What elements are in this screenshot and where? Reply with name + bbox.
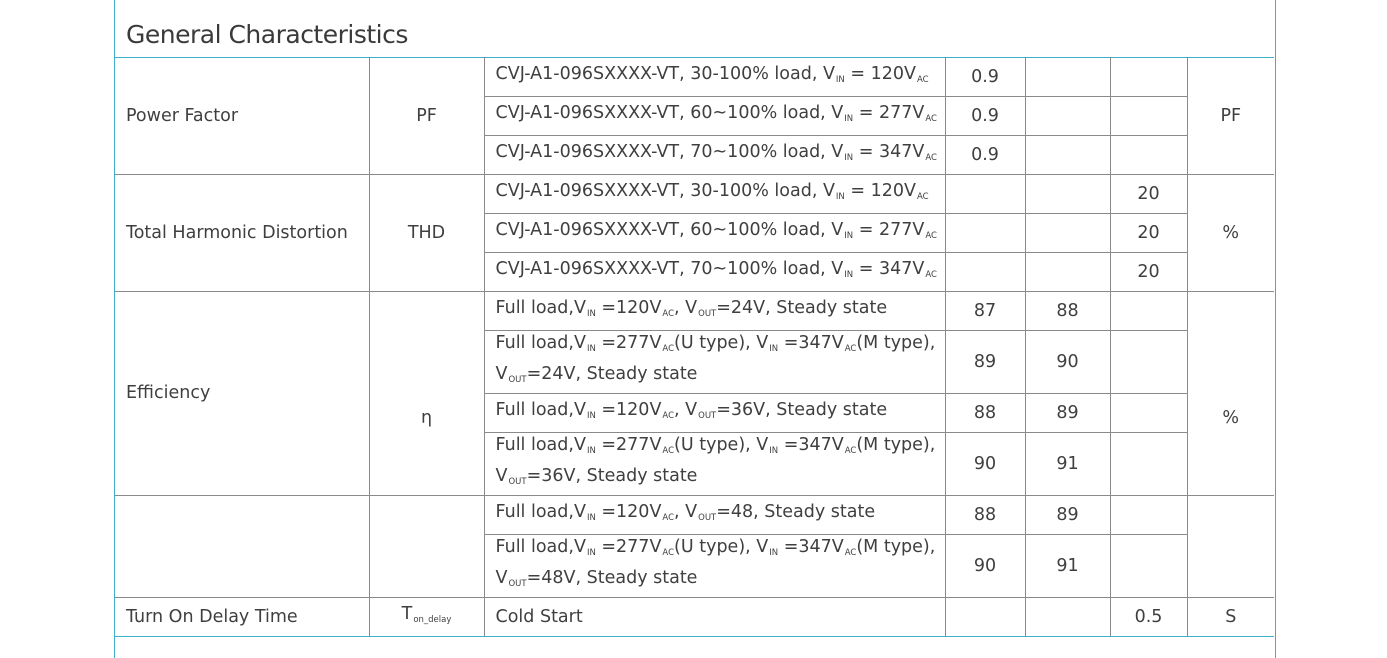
- min-cell: [945, 253, 1025, 292]
- symbol-cell-blank: [369, 496, 484, 598]
- symbol-cell: η: [369, 292, 484, 496]
- typ-cell: [1025, 598, 1110, 637]
- min-cell: 87: [945, 292, 1025, 331]
- unit-cell: S: [1187, 598, 1274, 637]
- unit-cell: %: [1187, 292, 1274, 496]
- typ-cell: 88: [1025, 292, 1110, 331]
- condition-cell: Full $load,V_{IN} =120V_{AC}$, $V_{OUT}=36V$, Steady state: [484, 394, 945, 433]
- typ-cell: 90: [1025, 331, 1110, 394]
- param-cell: Power Factor: [115, 58, 369, 175]
- unit-cell: %: [1187, 175, 1274, 292]
- condition-cell: Full $load,V_{IN} =120V_{AC}$, $V_{OUT}=24V$, Steady state: [484, 292, 945, 331]
- table-row: [115, 598, 1274, 637]
- condition-cell: CVJ-A1-096SXXXX-VT, 70~100% load, $V_{IN} = 347V_{AC}$: [484, 253, 945, 292]
- table-row: [115, 496, 1274, 535]
- condition-cell: CVJ-A1-096SXXXX-VT, 30-100% load, $V_{IN} = 120V_{AC}$: [484, 58, 945, 97]
- condition-cell: CVJ-A1-096SXXXX-VT, 70~100% load, $V_{IN} = 347V_{AC}$: [484, 136, 945, 175]
- max-cell: [1110, 331, 1187, 394]
- typ-cell: [1025, 58, 1110, 97]
- max-cell: 20: [1110, 253, 1187, 292]
- condition-cell: Full $load,V_{IN} =277V_{AC}(U$ type), $V_{IN} =347V_{AC}(M$ type), $V_{OUT}=48V$, Steady state: [484, 535, 945, 598]
- min-cell: 0.9: [945, 58, 1025, 97]
- table-row: [115, 58, 1274, 97]
- table-row: [115, 175, 1274, 214]
- typ-cell: 89: [1025, 394, 1110, 433]
- condition-cell: CVJ-A1-096SXXXX-VT, 30-100% load, $V_{IN} = 120V_{AC}$: [484, 175, 945, 214]
- max-cell: [1110, 496, 1187, 535]
- min-cell: 90: [945, 535, 1025, 598]
- section-title: General Characteristics: [126, 20, 408, 49]
- min-cell: [945, 175, 1025, 214]
- max-cell: [1110, 136, 1187, 175]
- condition-cell: Cold Start: [484, 598, 945, 637]
- table-row: [115, 292, 1274, 331]
- unit-cell-blank: [1187, 496, 1274, 598]
- typ-cell: 89: [1025, 496, 1110, 535]
- min-cell: 90: [945, 433, 1025, 496]
- typ-cell: [1025, 253, 1110, 292]
- min-cell: [945, 214, 1025, 253]
- symbol-cell: PF: [369, 58, 484, 175]
- condition-cell: CVJ-A1-096SXXXX-VT, 60~100% load, $V_{IN} = 277V_{AC}$: [484, 214, 945, 253]
- max-cell: [1110, 58, 1187, 97]
- min-cell: 0.9: [945, 136, 1025, 175]
- max-cell: [1110, 433, 1187, 496]
- symbol-cell: $T_{on\_delay}$: [369, 598, 484, 637]
- param-cell: Efficiency: [115, 292, 369, 496]
- condition-cell: Full $load,V_{IN} =277V_{AC}(U$ type), $V_{IN} =347V_{AC}(M$ type), $V_{OUT}=24V$, Steady state: [484, 331, 945, 394]
- max-cell: [1110, 292, 1187, 331]
- condition-cell: CVJ-A1-096SXXXX-VT, 60~100% load, $V_{IN} = 277V_{AC}$: [484, 97, 945, 136]
- general-characteristics-table: [115, 57, 1274, 637]
- max-cell: [1110, 97, 1187, 136]
- min-cell: 88: [945, 394, 1025, 433]
- symbol-cell: THD: [369, 175, 484, 292]
- param-cell: Turn On Delay Time: [115, 598, 369, 637]
- typ-cell: [1025, 214, 1110, 253]
- condition-cell: Full $load,V_{IN} =120V_{AC}$, $V_{OUT}=48$, Steady state: [484, 496, 945, 535]
- max-cell: 20: [1110, 214, 1187, 253]
- param-cell-blank: [115, 496, 369, 598]
- param-cell: Total Harmonic Distortion: [115, 175, 369, 292]
- typ-cell: 91: [1025, 535, 1110, 598]
- unit-cell: PF: [1187, 58, 1274, 175]
- max-cell: 20: [1110, 175, 1187, 214]
- max-cell: 0.5: [1110, 598, 1187, 637]
- typ-cell: [1025, 175, 1110, 214]
- typ-cell: [1025, 97, 1110, 136]
- typ-cell: 91: [1025, 433, 1110, 496]
- max-cell: [1110, 535, 1187, 598]
- condition-cell: Full $load,V_{IN} =277V_{AC}(U$ type), $V_{IN} =347V_{AC}(M$ type), $V_{OUT}=36V$, Steady state: [484, 433, 945, 496]
- typ-cell: [1025, 136, 1110, 175]
- min-cell: [945, 598, 1025, 637]
- min-cell: 89: [945, 331, 1025, 394]
- min-cell: 88: [945, 496, 1025, 535]
- max-cell: [1110, 394, 1187, 433]
- min-cell: 0.9: [945, 97, 1025, 136]
